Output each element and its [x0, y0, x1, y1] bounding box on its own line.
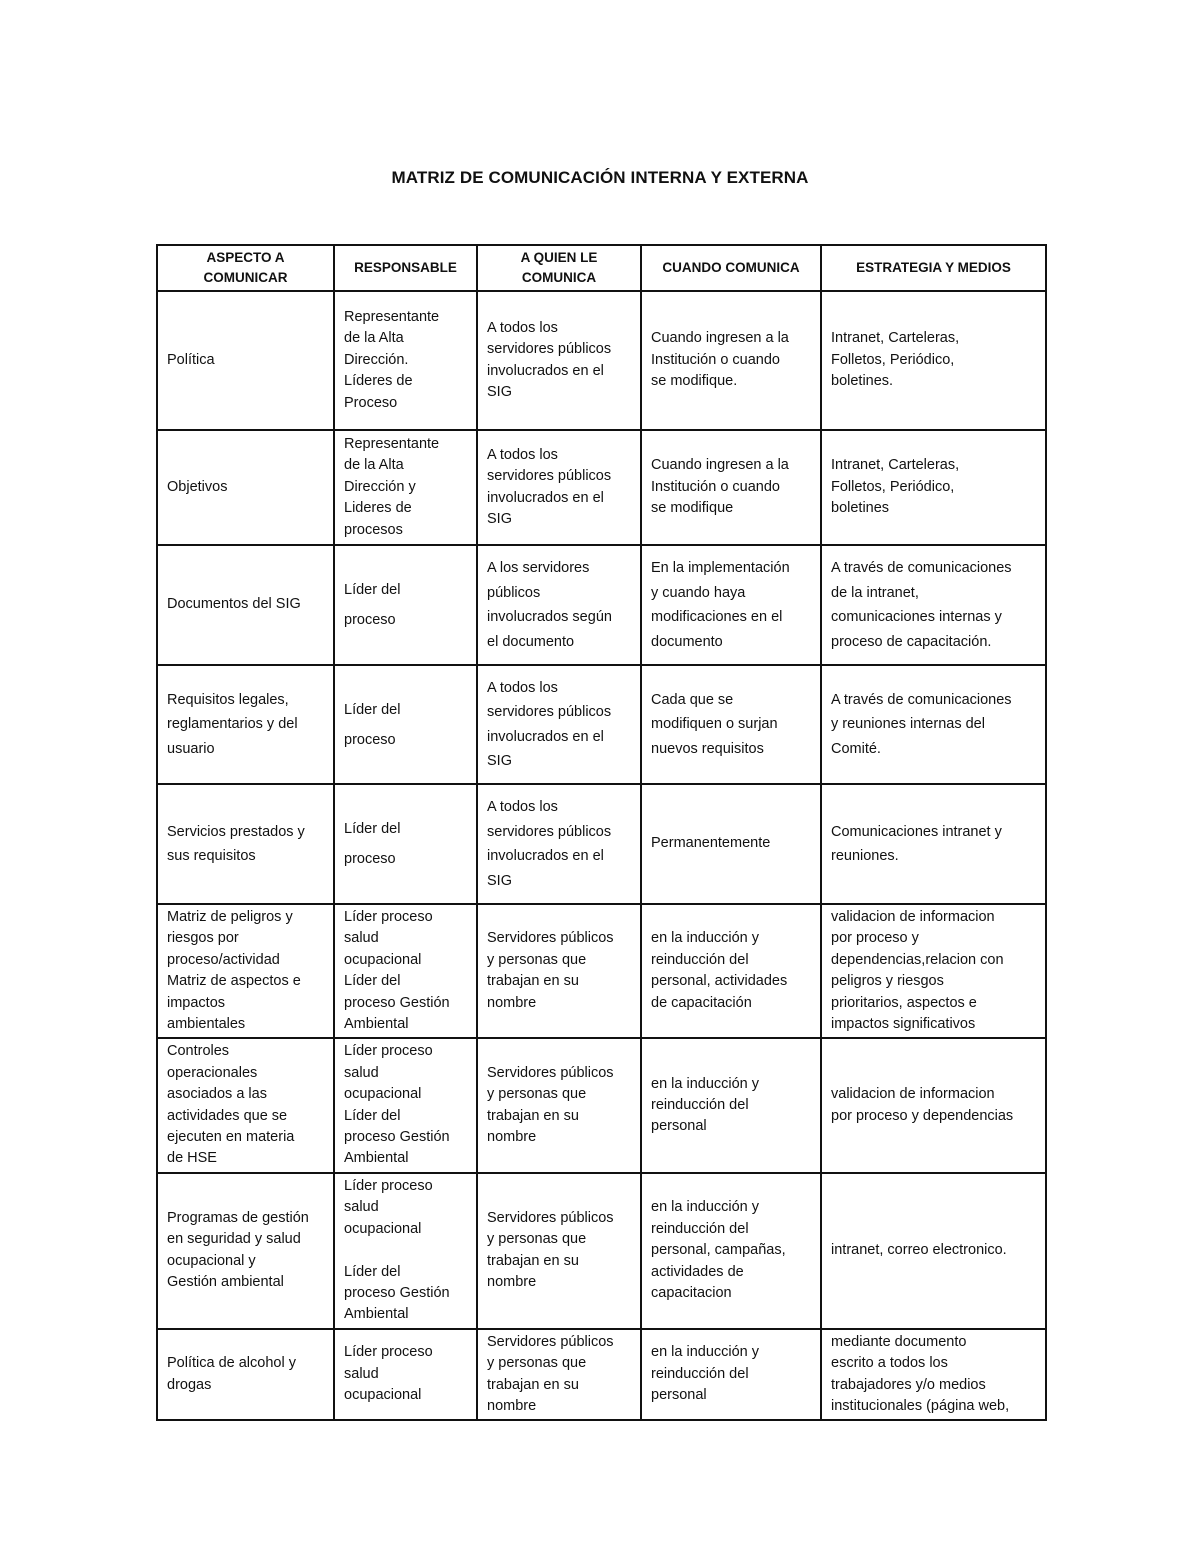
cell-aspect: Controles operacionales asociados a las actividades que se ejecuten en materia de HSE [157, 1038, 334, 1172]
cell-to-whom: A todos los servidores públicos involucrados en el SIG [477, 291, 641, 430]
communication-matrix-table [156, 244, 1047, 1421]
cell-strategy: Comunicaciones intranet y reuniones. [821, 784, 1046, 904]
cell-when: Cuando ingresen a la Institución o cuando se modifique. [641, 291, 821, 430]
table-row [157, 665, 1046, 784]
cell-to-whom: A todos los servidores públicos involucrados en el SIG [477, 784, 641, 904]
table-row [157, 1329, 1046, 1421]
cell-to-whom: A todos los servidores públicos involucrados en el SIG [477, 665, 641, 784]
cell-strategy: A través de comunicaciones y reuniones internas del Comité. [821, 665, 1046, 784]
cell-responsible: Líder proceso salud ocupacional Líder del proceso Gestión Ambiental [334, 904, 477, 1038]
header-aspect: ASPECTO A COMUNICAR [157, 245, 334, 291]
cell-responsible: Líder proceso salud ocupacional Líder del proceso Gestión Ambiental [334, 1038, 477, 1172]
table-row [157, 1038, 1046, 1172]
header-strategy: ESTRATEGIA Y MEDIOS [821, 245, 1046, 291]
header-when: CUANDO COMUNICA [641, 245, 821, 291]
cell-when: en la inducción y reinducción del personal, actividades de capacitación [641, 904, 821, 1038]
cell-when: en la inducción y reinducción del personal, campañas, actividades de capacitacion [641, 1173, 821, 1329]
cell-aspect: Matriz de peligros y riesgos por proceso/actividad Matriz de aspectos e impactos ambientales [157, 904, 334, 1038]
cell-strategy: intranet, correo electronico. [821, 1173, 1046, 1329]
table-row [157, 784, 1046, 904]
cell-strategy: A través de comunicaciones de la intranet, comunicaciones internas y proceso de capacitación. [821, 545, 1046, 665]
cell-aspect: Documentos del SIG [157, 545, 334, 665]
cell-aspect: Política de alcohol y drogas [157, 1329, 334, 1421]
header-responsible: RESPONSABLE [334, 245, 477, 291]
cell-when: Permanentemente [641, 784, 821, 904]
cell-responsible: Líder del proceso [334, 784, 477, 904]
cell-aspect: Servicios prestados y sus requisitos [157, 784, 334, 904]
cell-when: Cada que se modifiquen o surjan nuevos requisitos [641, 665, 821, 784]
cell-responsible: Líder del proceso [334, 545, 477, 665]
cell-strategy: mediante documento escrito a todos los trabajadores y/o medios institucionales (página web, [821, 1329, 1046, 1421]
cell-aspect: Requisitos legales, reglamentarios y del usuario [157, 665, 334, 784]
cell-strategy: Intranet, Carteleras, Folletos, Periódico, boletines. [821, 291, 1046, 430]
table-row [157, 430, 1046, 545]
cell-responsible: Representante de la Alta Dirección y Lideres de procesos [334, 430, 477, 545]
table-row [157, 291, 1046, 430]
cell-to-whom: A los servidores públicos involucrados según el documento [477, 545, 641, 665]
cell-responsible: Líder proceso salud ocupacional Líder del proceso Gestión Ambiental [334, 1173, 477, 1329]
cell-to-whom: Servidores públicos y personas que trabajan en su nombre [477, 1173, 641, 1329]
table-row [157, 904, 1046, 1038]
cell-to-whom: Servidores públicos y personas que trabajan en su nombre [477, 904, 641, 1038]
cell-aspect: Política [157, 291, 334, 430]
cell-to-whom: Servidores públicos y personas que trabajan en su nombre [477, 1038, 641, 1172]
table-header-row [157, 245, 1046, 291]
cell-aspect: Programas de gestión en seguridad y salud ocupacional y Gestión ambiental [157, 1173, 334, 1329]
cell-strategy: Intranet, Carteleras, Folletos, Periódico, boletines [821, 430, 1046, 545]
cell-aspect: Objetivos [157, 430, 334, 545]
cell-when: en la inducción y reinducción del personal [641, 1329, 821, 1421]
cell-to-whom: A todos los servidores públicos involucrados en el SIG [477, 430, 641, 545]
cell-to-whom: Servidores públicos y personas que trabajan en su nombre [477, 1329, 641, 1421]
header-to-whom: A QUIEN LE COMUNICA [477, 245, 641, 291]
table-row [157, 1173, 1046, 1329]
page-title: MATRIZ DE COMUNICACIÓN INTERNA Y EXTERNA [391, 168, 809, 187]
cell-when: Cuando ingresen a la Institución o cuando se modifique [641, 430, 821, 545]
cell-responsible: Líder proceso salud ocupacional [334, 1329, 477, 1421]
cell-strategy: validacion de informacion por proceso y dependencias,relacion con peligros y riesgos prioritarios, aspectos e impactos significativos [821, 904, 1046, 1038]
cell-responsible: Líder del proceso [334, 665, 477, 784]
table-row [157, 545, 1046, 665]
cell-responsible: Representante de la Alta Dirección. Líderes de Proceso [334, 291, 477, 430]
cell-when: En la implementación y cuando haya modificaciones en el documento [641, 545, 821, 665]
cell-when: en la inducción y reinducción del personal [641, 1038, 821, 1172]
cell-strategy: validacion de informacion por proceso y dependencias [821, 1038, 1046, 1172]
